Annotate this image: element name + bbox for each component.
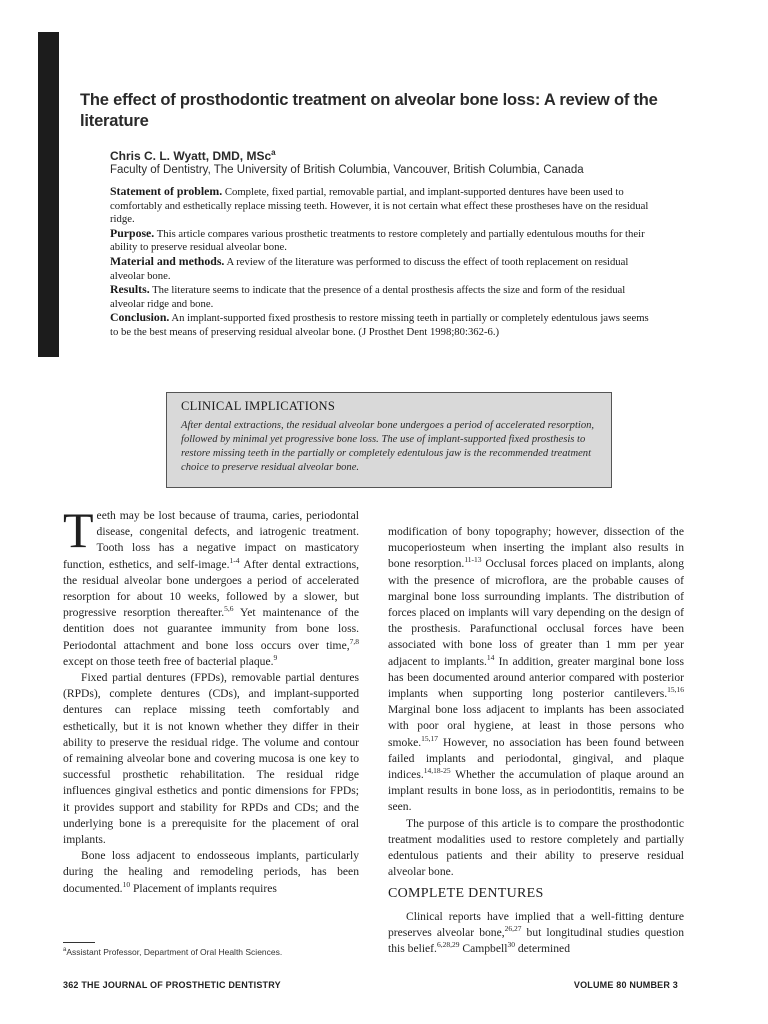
citation-ref: 11-13 <box>464 555 482 565</box>
author-line <box>110 148 276 163</box>
citation-ref: 14,18-25 <box>423 766 451 776</box>
body-paragraph: Fixed partial dentures (FPDs), removable partial dentures (RPDs), complete dentures (CDs), and implant-supported dentures can replace missing teeth comfortably and esthetically, but it is not known whether they differ in their ability to preserve the residual ridge. The volume and contour of remaining alveolar bone and covering mucosa is one key to successful prosthetic rehabilitation. The residual ridge influences gingival esthetics and pontic dimensions for FPDs; it provides support and stability for RPDs and CDs; and the underlying bone is a prerequisite for the placement of oral implants. <box>63 671 359 847</box>
abstract-label: Results. <box>110 282 150 297</box>
footnote: $^a$Assistant Professor, Department of Oral Health Sciences. <box>63 947 283 957</box>
author-name: Chris C. L. Wyatt, DMD, MSc <box>110 149 272 163</box>
body-paragraph: modification of bony topography; however, dissection of the mucoperiosteum when inserting the implant also results in bone resorption.$^{11-13}$ Occlusal forces placed on implants, along with the presence of microflora, are the probable causes of marginal bone loss surrounding implants. The distribution of forces placed on implants will vary depending on the design of the prosthesis. Parafunctional occlusal forces have been associated with bone loss of greater than 1 mm per year adjacent to implants.$^{14}$ In addition, greater marginal bone loss has been documented around anterior compared with posterior implants when supporting long posterior cantilevers.$^{15,16}$ Marginal bone loss adjacent to implants has been associated with poor oral hygiene, at least in those persons who smoke.$^{15,17}$ However, no association has been found between failed implants and periodontal, gingival, and plaque indices.$^{14,18-25}$ Whether the accumulation of plaque around an implant results in bone loss, as in periodontitis, remains to be seen. <box>388 525 685 814</box>
body-paragraph: Teeth may be lost because of trauma, caries, periodontal disease, congenital defects, and iatrogenic treatment. Tooth loss has a negative impact on masticatory function, esthetics, and self-image.$^{1-4}$ After dental extractions, the residual alveolar bone undergoes a period of accelerated resorption for about 10 weeks, followed by a slower, but progressive resorption thereafter.$^{5,6}$ Yet maintenance of the dentition does not guarantee immunity from bone loss. Periodontal attachment and bone loss occurs over time,$^{7,8}$ except on those teeth free of bacterial plaque.$^9$ <box>63 502 359 668</box>
abstract-results: Results. The literature seems to indicate that the presence of a dental prosthesis affects the size and form of the residual alveolar ridge and bone. <box>110 282 626 310</box>
footnote-rule <box>63 942 95 943</box>
body-column-right <box>388 524 684 957</box>
clinical-implications-heading: CLINICAL IMPLICATIONS <box>181 399 336 413</box>
body-paragraph: Bone loss adjacent to endosseous implants, particularly during the healing and remodeling periods, has been documented.$^{10}$ Placement of implants requires <box>63 849 359 895</box>
citation-ref: 26,27 <box>504 924 522 934</box>
citation-ref: 30 <box>507 940 515 950</box>
body-paragraph: The purpose of this article is to compare the prosthodontic treatment modalities used to restore completely and partially edentulous patients and their ability to preserve residual alveolar bone. <box>388 816 684 879</box>
citation-ref: 15,17 <box>421 733 439 743</box>
author-footnote-mark: a <box>271 148 276 157</box>
margin-tab-bar <box>38 32 59 357</box>
body-column-left <box>63 502 359 897</box>
citation-ref: 14 <box>486 652 495 662</box>
abstract <box>110 185 650 340</box>
abstract-label: Statement of problem. <box>110 184 223 198</box>
abstract-statement: Statement of problem. Complete, fixed partial, removable partial, and implant-supported dentures have been used to comfortably and esthetically replace missing teeth. However, it is not certain what effect these prostheses have on the residual ridge. <box>110 184 649 226</box>
body-paragraph: Clinical reports have implied that a well-fitting denture preserves alveolar bone,$^{26,27}$ but longitudinal studies question this belief.$^{6,28,29}$ Campbell$^{30}$ determined <box>388 909 684 956</box>
page-footer-journal: 362 THE JOURNAL OF PROSTHETIC DENTISTRY <box>63 980 281 990</box>
citation-ref: 7,8 <box>349 636 359 646</box>
article-title: The effect of prosthodontic treatment on alveolar bone loss: A review of the literature <box>80 91 658 130</box>
clinical-implications-text: After dental extractions, the residual alveolar bone undergoes a period of accelerated resorption, followed by minimal yet progressive bone loss. The use of implant-supported fixed prosthesis to restore missing teeth in the partially or completely edentulous jaw is the recommended treatment choice to preserve residual alveolar bone. <box>181 420 595 473</box>
drop-cap: T <box>63 502 94 558</box>
citation-ref: 15,16 <box>667 685 684 695</box>
citation-ref: 9 <box>273 652 278 662</box>
abstract-purpose: Purpose. This article compares various prosthetic treatments to restore completely and partially edentulous mouths for their ability to preserve residual alveolar bone. <box>110 225 645 254</box>
clinical-implications-box <box>166 392 612 488</box>
abstract-label: Conclusion. <box>110 310 170 325</box>
citation-ref: 5,6 <box>224 604 234 614</box>
abstract-label: Purpose. <box>110 225 155 240</box>
page-footer-volume: VOLUME 80 NUMBER 3 <box>573 980 678 990</box>
citation-ref: 6,28,29 <box>436 940 460 950</box>
abstract-conclusion: Conclusion. An implant-supported fixed prosthesis to restore missing teeth in partially or completely edentulous jaws seems to be the best means of preserving residual alveolar bone. (J Prosthet Dent 1998;80:362-6.) <box>110 310 649 338</box>
author-affiliation: Faculty of Dentistry, The University of British Columbia, Vancouver, British Columbia, Canada <box>110 164 584 176</box>
citation-ref: 1-4 <box>229 555 240 565</box>
citation-ref: 10 <box>122 879 131 889</box>
section-heading: COMPLETE DENTURES <box>388 886 544 902</box>
abstract-label: Material and methods. <box>110 253 225 268</box>
abstract-methods: Material and methods. A review of the literature was performed to discuss the effect of tooth replacement on residual alveolar bone. <box>110 253 629 282</box>
